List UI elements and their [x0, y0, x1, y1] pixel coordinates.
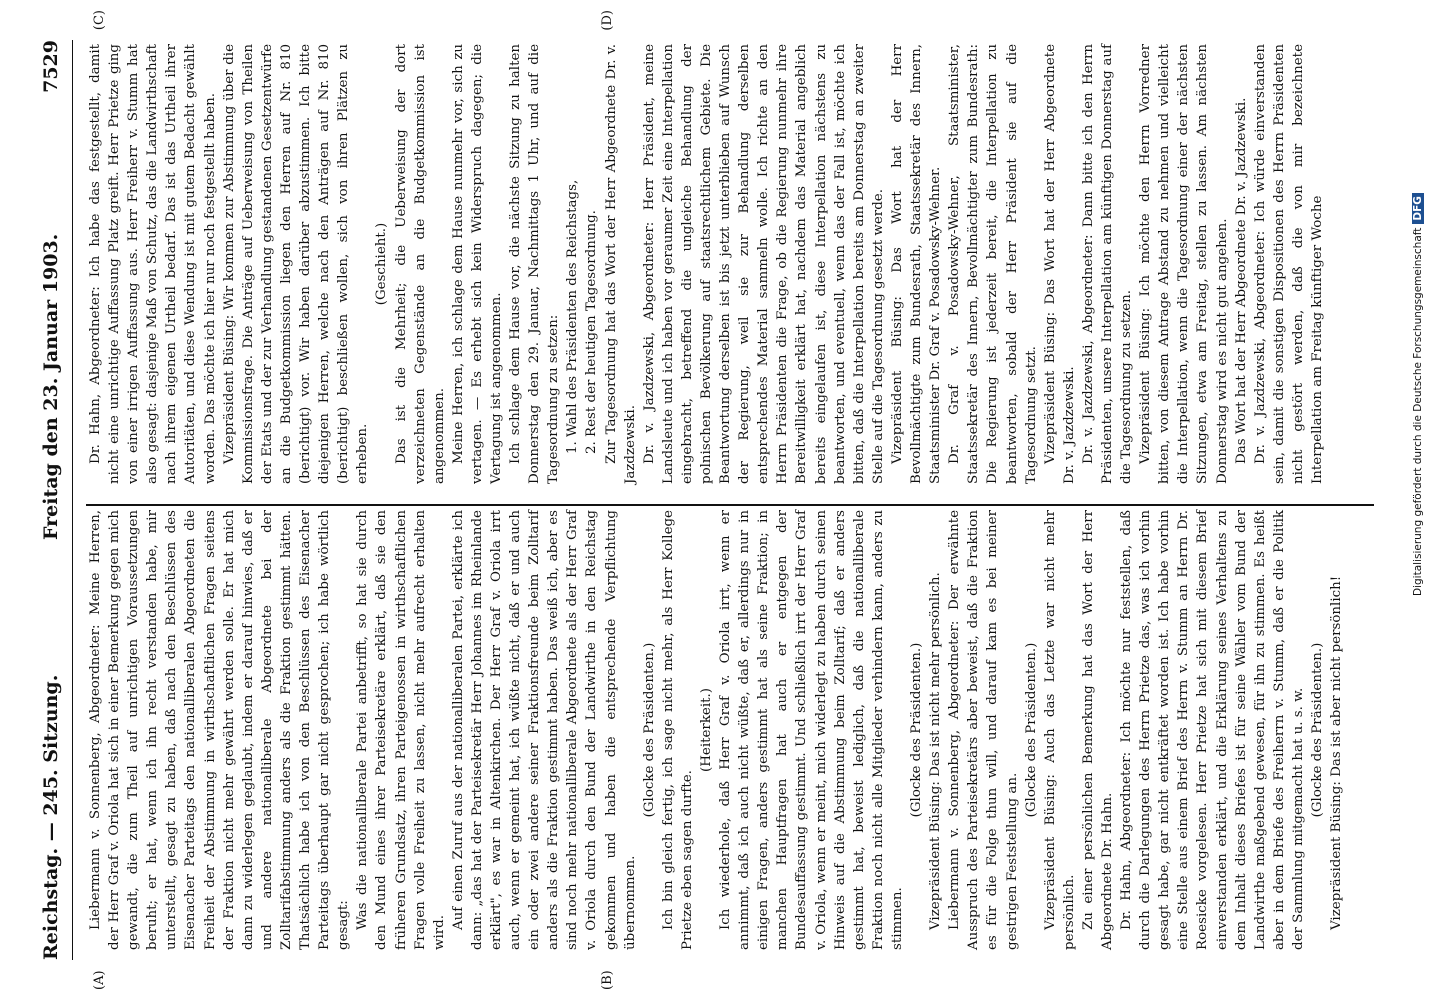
- paragraph: (Geschieht.): [374, 222, 390, 306]
- paragraph: (Glocke des Präsidenten.): [1023, 642, 1039, 818]
- paragraph: Liebermann v. Sonnenberg, Abgeordneter: Der erwähnte Ausspruch des Parteisekretärs aber beweist, daß die Fraktion es für die Folge thun will, und darauf kam es bei meiner gestrigen Feststellung an.: [947, 510, 1020, 950]
- right-column: [86, 44, 1327, 484]
- credit-strip: [1410, 0, 1430, 1000]
- credit-label: Digitalisierung gefördert durch die Deutsche Forschungsgemeinschaft: [1412, 227, 1424, 596]
- page-header: [40, 40, 70, 960]
- paragraph: (Heiterkeit.): [699, 688, 714, 772]
- paragraph: Das Wort hat der Herr Abgeordnete Dr. v. Jazdzewski.: [1233, 97, 1249, 464]
- paragraph: (Glocke des Präsidenten.): [909, 642, 925, 818]
- paragraph: Vizepräsident Büsing: Wir kommen zur Abstimmung über die Kommissionsfrage. Die Anträge auf Ueberweisung von Theilen der Etats und der zur Verhandlung gestandenen Gesetzentwürfe an die Budgetkommission liegen den Herren auf Nr. 810 (berichtigt) vor. Wir haben darüber abzustimmen. Ich bitte diejenigen Herren, welche nach den Anträgen auf Nr. 810 (berichtigt) beschließen wollen, sich von ihren Plätzen zu erheben.: [221, 44, 371, 484]
- header-date: Freitag den 23. Januar 1903.: [40, 233, 62, 540]
- paragraph: Dr. Hahn, Abgeordneter: Ich möchte nur feststellen, daß durch die Darlegungen des Herrn Prietze das, was ich vorhin gesagt habe, gar nicht entkräftet worden ist. Ich habe vorhin eine Stelle aus einem Brief des Herrn v. Stumm an Herrn Dr. Roesicke vorgelesen. Herr Prietze hat sich mit diesem Brief einverstanden erklärt, und die Erklärung seines Verhaltens zu dem Inhalt dieses Briefes ist für seine Wähler vom Bund der Landwirthe maßgebend gewesen, für ihn zu stimmen. Es heißt aber in dem Briefe des Freiherrn v. Stumm, daß er die Politik der Sammlung mitgemacht hat u. s. w.: [1119, 510, 1306, 950]
- paragraph: Vizepräsident Büsing: Das ist nicht mehr persönlich.: [928, 572, 944, 930]
- paragraph: Was die nationalliberale Partei anbetrifft, so hat sie durch den Mund eines ihrer Parteisekretäre erklärt, daß sie den früheren Grundsatz, ihren Parteigenossen in wirthschaftlichen Fragen volle Freiheit zu lassen, nicht mehr aufrecht erhalten wird.: [355, 510, 447, 950]
- credit-text: [1412, 0, 1432, 596]
- paragraph: 2. Rest der heutigen Tagesordnung.: [584, 210, 600, 454]
- margin-marker-a: (A): [92, 970, 107, 990]
- paragraph: Das ist die Mehrheit; die Ueberweisung der dort verzeichneten Gegenstände an die Budgetkommission ist angenommen.: [393, 44, 447, 484]
- paragraph: Vizepräsident Büsing: Das ist aber nicht persönlich!: [1329, 575, 1345, 930]
- paragraph: Zur Tagesordnung hat das Wort der Herr Abgeordnete Dr. v. Jazdzewski.: [603, 44, 638, 484]
- header-left: Reichstag. — 245. Sitzung.: [40, 674, 62, 960]
- paragraph: (Glocke des Präsidenten.): [1310, 642, 1325, 818]
- paragraph: Meine Herren, ich schlage dem Hause nunmehr vor, sich zu vertagen. — Es erhebt sich kein Widerspruch dagegen; die Vertagung ist angenommen.: [450, 44, 504, 484]
- paragraph: Ich schlage dem Hause vor, die nächste Sitzung zu halten Donnerstag den 29. Januar, Nachmittags 1 Uhr, und auf die Tagesordnung zu setzen:: [508, 44, 562, 484]
- paragraph: Zu einer persönlichen Bemerkung hat das Wort der Herr Abgeordnete Dr. Hahn.: [1080, 510, 1115, 950]
- page-number: 7529: [40, 40, 62, 93]
- dfg-logo: DFG: [1412, 193, 1424, 224]
- margin-marker-b: (B): [600, 970, 615, 990]
- paragraph: Dr. Hahn, Abgeordneter: Ich habe das festgestellt, damit nicht eine unrichtige Auffassung Platz greift. Herr Prietze ging von einer irrigen Auffassung aus. Herr Freiherr v. Stumm hat also gesagt: dasjenige Maß von Schutz, das die Landwirthschaft nach ihrem eigenen Urtheil bedarf. Das ist das Urtheil ihrer Autoritäten, und diese Wendung ist mit gutem Bedacht gewählt worden. Das möchte ich hier nur noch festgestellt haben.: [88, 44, 218, 484]
- paragraph: Ich wiederhole, daß Herr Graf v. Oriola irrt, wenn er annimmt, daß ich auch nicht wüßte, daß er, allerdings nur in einigen Fragen, anders gestimmt hat als seine Fraktion; in manchen Hauptfragen hat auch er entgegen der Bundesauffassung gestimmt. Und schließlich irrt der Herr Graf v. Oriola, wenn er meint, mich widerlegt zu haben durch seinen Hinweis auf die Abstimmung beim Zolltarif; daß er anders gestimmt hat, beweist lediglich, daß die nationalliberale Fraktion noch nicht alle Mitglieder verhindern kann, anders zu stimmen.: [718, 510, 905, 950]
- paragraph: Auf einen Zuruf aus der nationalliberalen Partei, erklärte ich dann: „das hat der Parteisekretär Herr Johannes im Rheinlande erklärt", es war in Altenkirchen. Der Herr Graf v. Oriola irrt auch, wenn er gemeint hat, ich wüßte nicht, daß er und auch ein oder zwei andere seiner Fraktionsfreunde beim Zolltarif anders als die Fraktion gestimmt haben. Das weiß ich, aber es sind noch mehr nationalliberale Abgeordnete als der Herr Graf v. Oriola durch den Bund der Landwirthe in den Reichstag gekommen und haben die entsprechende Verpflichtung übernommen.: [450, 510, 638, 950]
- paragraph: Vizepräsident Büsing: Das Wort hat der Herr Abgeordnete Dr. v. Jazdzewski.: [1042, 44, 1077, 484]
- paragraph: Dr. v. Jazdzewski, Abgeordneter: Dann bitte ich den Herrn Präsidenten, unsere Interpellation am künftigen Donnerstag auf die Tagesordnung zu setzen.: [1080, 44, 1135, 484]
- paragraph: Ich bin gleich fertig, ich sage nicht mehr, als Herr Kollege Prietze eben sagen durfte.: [660, 510, 695, 950]
- paragraph: Liebermann v. Sonnenberg, Abgeordneter: Meine Herren, der Herr Graf v. Oriola hat sich in einer Bemerkung gegen mich gewandt, die zum Theil auf unrichtigen Voraussetzungen beruht; er hat, wenn ich ihn recht verstanden habe, mir unterstellt, gesagt zu haben, daß nach den Beschlüssen des Eisenacher Parteitags den nationalliberalen Abgeordneten die Freiheit der Abstimmung in wirthschaftlichen Fragen seitens der Fraktion nicht mehr gewährt werden solle. Er hat mich dann zu widerlegen geglaubt, indem er darauf hinwies, daß er und andere nationalliberale Abgeordnete bei der Zolltarifabstimmung anders als die Fraktion gestimmt hätten. Thatsächlich habe ich von den Beschlüssen des Eisenacher Parteitags überhaupt gar nicht gesprochen; ich habe wörtlich gesagt:: [88, 510, 352, 950]
- paragraph: Dr. v. Jazdzewski, Abgeordneter: Herr Präsident, meine Landsleute und ich haben vor geraumer Zeit eine Interpellation eingebracht, betreffend die ungleiche Behandlung der polnischen Bevölkerung auf staatsrechtlichem Gebiete. Die Beantwortung derselben ist bis jetzt unterblieben auf Wunsch der Regierung, weil sie zur Behandlung derselben entsprechendes Material sammeln wolle. Ich richte an den Herrn Präsidenten die Frage, ob die Regierung nunmehr ihre Bereitwilligkeit erklärt hat, nachdem das Material angeblich bereits eingelaufen ist, diese Interpellation nächstens zu beantworten, und eventuell, wenn das der Fall ist, möchte ich bitten, daß die Interpellation bereits am Donnerstag an zweiter Stelle auf die Tagesordnung gesetzt werde.: [641, 44, 886, 484]
- paragraph: Vizepräsident Büsing: Das Wort hat der Herr Bevollmächtigte zum Bundesrath, Staatssekretär des Innern, Staatsminister Dr. Graf v. Posadowsky-Wehner.: [889, 44, 944, 484]
- margin-marker-d: (D): [600, 10, 615, 31]
- paragraph: Vizepräsident Büsing: Ich möchte den Herrn Vorredner bitten, von diesem Antrage Abstand zu nehmen und vielleicht die Interpellation, wenn die Tagesordnung einer der nächsten Sitzungen, etwa am Freitag, stellen zu lassen. Am nächsten Donnerstag wird es nicht gut angehen.: [1138, 44, 1230, 484]
- margin-marker-c: (C): [92, 10, 107, 31]
- left-column: [86, 510, 1346, 950]
- paragraph: (Glocke des Präsidenten.): [641, 642, 657, 818]
- paragraph: 1. Wahl des Präsidenten des Reichstags,: [565, 179, 581, 454]
- paragraph: Vizepräsident Büsing: Auch das Letzte war nicht mehr persönlich.: [1042, 510, 1077, 950]
- column-divider: [86, 504, 1374, 506]
- paragraph: Dr. v. Jazdzewski, Abgeordneter: Ich würde einverstanden sein, damit die sonstigen Dispositionen des Herrn Präsidenten nicht gestört werden, daß die von mir bezeichnete Interpellation am Freitag künftiger Woche: [1252, 44, 1325, 484]
- paragraph: Dr. Graf v. Posadowsky-Wehner, Staatsminister, Staatssekretär des Innern, Bevollmächtigter zum Bundesrath: Die Regierung ist jederzeit bereit, die Interpellation zu beantworten, sobald der Herr Präsident sie auf die Tagesordnung setzt.: [947, 44, 1039, 484]
- header-rule: [72, 40, 73, 960]
